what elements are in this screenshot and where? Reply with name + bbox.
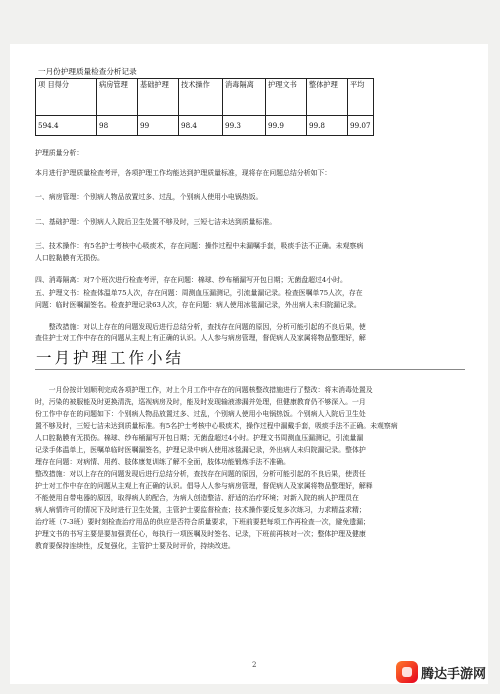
summary-line: 整改措施：对以上存在的问题发现后进行总结分析，查找存在问题的原因，分析可能引起的不良后果，使责任 — [35, 470, 366, 478]
header-cell: 基础护理 — [138, 79, 179, 116]
header-cell: 病房管理 — [97, 79, 138, 116]
value-cell: 99.8 — [307, 116, 348, 136]
header-cell: 技术操作 — [179, 79, 223, 116]
value-cell: 99.07 — [348, 116, 374, 136]
table-value-row — [36, 116, 374, 136]
analysis-line: 三、技术操作：有5名护士考核中心吸痰术，存在问题：操作过程中未漏嘱手套，吸痰手法不正确。未观察病 — [35, 242, 364, 250]
value-cell: 98.4 — [179, 116, 223, 136]
header-cell: 整体护理 — [307, 79, 348, 116]
value-cell: 99 — [138, 116, 179, 136]
score-table — [35, 78, 374, 136]
analysis-line: 问题：临时医嘱漏签名。检查护理记录63人次，存在问题：病人使用冰毯漏记录，外出病人未归院漏记录。 — [35, 301, 361, 309]
analysis-heading: 护理质量分析： — [35, 149, 84, 157]
table-header-row — [36, 79, 374, 116]
summary-title: 一月护理工作小结 — [36, 349, 185, 367]
value-cell: 594.4 — [36, 116, 97, 136]
summary-line: 置不够及时，三短七洁未达到质量标准。有5名护士考核中心吸痰术，操作过程中漏戴手套，吸痰手法不正确。未观察病 — [35, 422, 398, 430]
summary-line: 治疗班（7-3班）要时刻检查治疗用品的供应是否符合质量要求，下班前要把每项工作再检查一次，避免遗漏； — [35, 518, 370, 526]
header-cell: 平均 — [348, 79, 374, 116]
summary-line: 份工作中存在的问题如下：个别病人物品放置过多、过乱，个别病人使用小电锅热饭。个别病人入院后卫生处 — [35, 410, 366, 418]
analysis-line: 四、消毒隔离：对7个班次进行检查考评，存在问题：棉球、纱布桶漏写开包日期；无菌盘超过4小时。 — [35, 276, 347, 284]
analysis-line: 整改措施：对以上存在的问题发现后进行总结分析，查找存在问题的原因，分析可能引起的不良后果，使 — [35, 323, 366, 331]
header-cell: 消毒隔离 — [223, 79, 266, 116]
summary-line: 教育要保持连续性，反复强化，主管护士要及时评价，持续改进。 — [35, 542, 235, 550]
analysis-line: 一、病房管理：个别病人物品放置过多、过乱，个别病人使用小电锅热饭。 — [35, 193, 263, 201]
value-cell: 99.3 — [223, 116, 266, 136]
header-cell: 项 目得分 — [36, 79, 97, 116]
analysis-line: 查住护士对工作中存在的问题从主观上有正确的认识。人人参与病房管理，督促病人及家属将物品整理好，解 — [35, 334, 366, 342]
watermark-logo — [396, 661, 486, 683]
summary-line: 理存在问题：对病情、用药、肢体康复训练了解不全面，肢体功能锻炼手法不准确。 — [35, 458, 290, 466]
analysis-line: 二、基础护理：个别病人入院后卫生处置不够及时，三短七洁未达到质量标准。 — [35, 218, 277, 226]
summary-line: 人口腔黏膜有无损伤。棉球、纱布桶漏写开包日期；无菌盘超过4小时。护理文书周测血压漏测记，引流量漏 — [35, 434, 364, 442]
summary-line: 一月份按计划顺利完成各项护理工作，对上个月工作中存在的问题核整改措施进行了整改：将末消毒处置及 — [35, 386, 373, 394]
summary-line: 护理文书的书写主要是要加强责任心，每执行一项医嘱及时签名、记录，下班前再核对一次；整体护理及健康 — [35, 530, 366, 538]
header-cell: 护理文书 — [266, 79, 307, 116]
analysis-line: 五、护理文书：检查体温单75人次，存在问题：周测血压漏测记，引流量漏记录。检查医嘱单75人次，存在 — [35, 289, 363, 297]
value-cell: 98 — [97, 116, 138, 136]
summary-line: 记录手体温单上，医嘱单临时医嘱漏签名，护理记录中病人使用冰毯漏记录，外出病人未归院漏记录。整体护 — [35, 446, 366, 454]
watermark-text: 腾达手游网 — [421, 666, 487, 682]
value-cell: 99.9 — [266, 116, 307, 136]
summary-line: 护士对工作中存在的问题从主观上有正确的认识。倡导人人参与病房管理，督促病人及家属将物品整理好，解释 — [35, 482, 373, 490]
title-divider — [35, 369, 465, 370]
analysis-line: 人口腔黏膜有无损伤。 — [35, 254, 104, 262]
summary-line: 不能使用自带电器的原因，取得病人的配合，为病人创造整洁、舒适的治疗环境；对新入院的病人护理员在 — [35, 494, 359, 502]
analysis-line: 本月进行护理质量检查考评，各项护理工作均能达到护理质量标准，现将存在问题总结分析如下： — [35, 169, 332, 177]
game-controller-icon — [396, 661, 418, 683]
summary-line: 时，污染的被服能及时更换清洗，巡视病房及时，能及时发现输液渗漏并处理，但健康教育仍不够深入。一月 — [35, 398, 366, 406]
page-number: 2 — [252, 661, 257, 669]
table-title: 一月份护理质量检查分析记录 — [38, 67, 137, 76]
summary-line: 病人病情许可的情况下及时进行卫生处置，主管护士要监督检查；技术操作要反复多次练习，力求精益求精； — [35, 506, 366, 514]
